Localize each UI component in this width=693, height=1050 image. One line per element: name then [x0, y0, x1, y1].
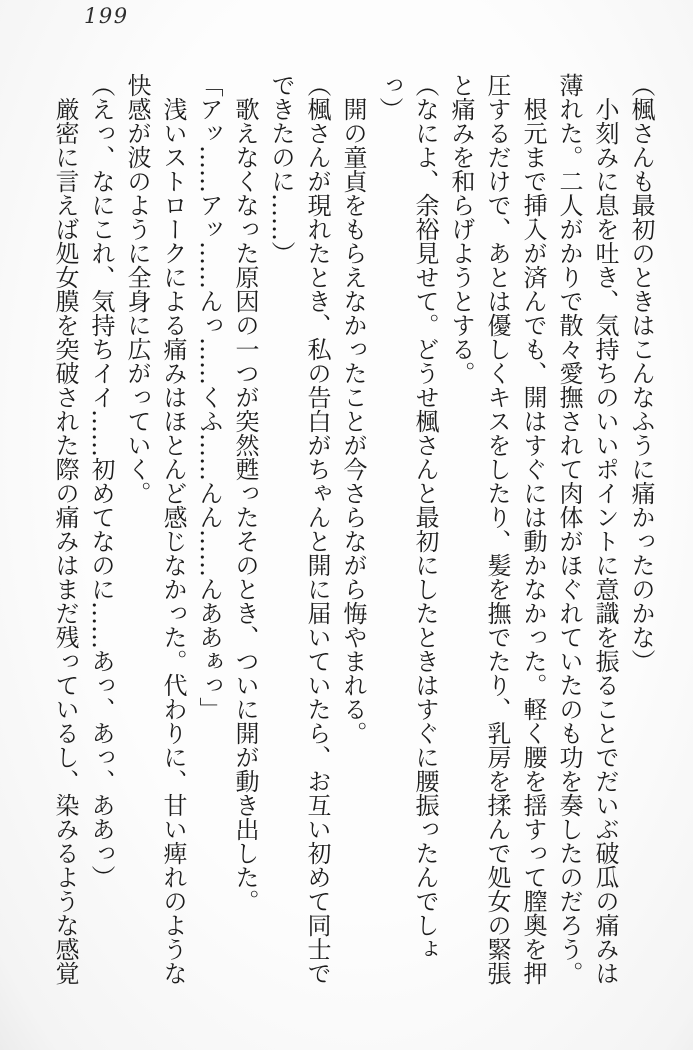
paragraph: （えっ、なにこれ、気持ちイイ……初めてなのに……あっ、あっ、ああっ）	[87, 73, 115, 889]
paragraph: 浅いストロークによる痛みはほとんど感じなかった。代わりに、甘い痺れのような快感が波のように全身に広がっていく。	[123, 73, 187, 985]
paragraph: （楓さんも最初のときはこんなふうに痛かったのかな）	[627, 73, 655, 673]
paragraph: 歌えなくなった原因の一つが突然甦ったそのとき、ついに開が動き出した。	[231, 97, 259, 913]
paragraph: （楓さんが現れたとき、私の告白がちゃんと開に届いていたら、お互い初めて同士でできたのに……）	[267, 73, 331, 985]
paragraph: 開の童貞をもらえなかったことが今さらながら悔やまれる。	[339, 97, 367, 745]
paragraph: 厳密に言えば処女膜を突破された際の痛みはまだ残っているし、染みるような感覚	[51, 97, 79, 985]
paragraph: 小刻みに息を吐き、気持ちのいいポイントに意識を振ることでだいぶ破瓜の痛みは薄れた。二人がかりで散々愛撫されて肉体がほぐれていたのも功を奏したのだろう。	[555, 73, 619, 985]
paragraph: （なによ、余裕見せて。どうせ楓さんと最初にしたときはすぐに腰振ったんでしょっ）	[375, 73, 439, 961]
paragraph: 根元まで挿入が済んでも、開はすぐには動かなかった。軽く腰を揺すって膣奥を押圧するだけで、あとは優しくキスをしたり、髪を撫でたり、乳房を揉んで処女の緊張と痛みを和らげようとする。	[447, 73, 547, 985]
text-block	[47, 73, 659, 989]
paragraph: 「アッ……アッ……んっ……くふ……んん……んああぁっ」	[195, 73, 223, 721]
page-number: 199	[84, 4, 129, 28]
